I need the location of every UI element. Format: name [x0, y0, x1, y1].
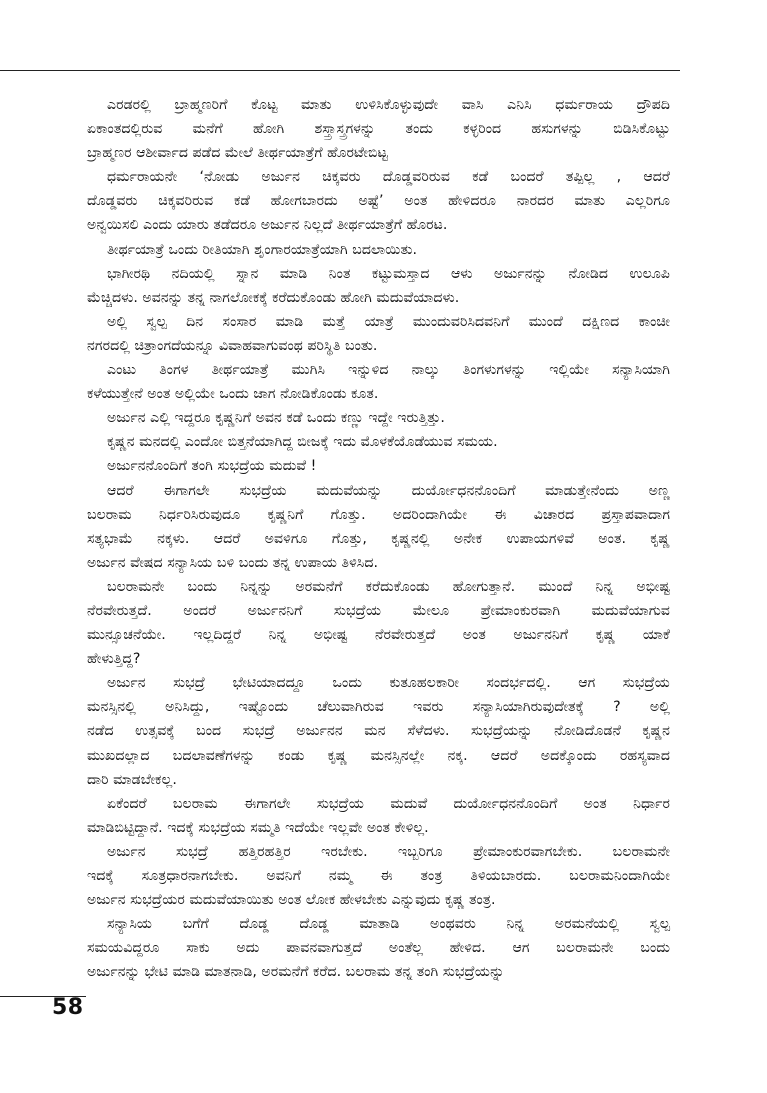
text-line: ಎಂಟು ತಿಂಗಳ ತೀರ್ಥಯಾತ್ರೆ ಮುಗಿಸಿ ಇನ್ನುಳಿದ ನಾಲ್ಕು ತಿಂಗಳುಗಳನ್ನು ಇಲ್ಲಿಯೇ ಸನ್ಯಾಸಿಯಾಗಿ	[107, 362, 670, 379]
text-line: ಏಕಾಂತದಲ್ಲಿರುವ ಮನೆಗೆ ಹೋಗಿ ಶಸ್ತ್ರಾಸ್ತ್ರಗಳನ್ನು ತಂದು ಕಳ್ಳರಿಂದ ಹಸುಗಳನ್ನು ಬಿಡಿಸಿಕೊಟ್ಟು	[87, 121, 670, 138]
paragraph	[87, 310, 670, 358]
text-line: ನೆರವೇರುತ್ತದೆ. ಅಂದರೆ ಅರ್ಜುನನಿಗೆ ಸುಭದ್ರೆಯ ಮೇಲೂ ಪ್ರೇಮಾಂಕುರವಾಗಿ ಮದುವೆಯಾಗುವ	[87, 602, 670, 619]
page-number: 58	[52, 995, 84, 1020]
paragraph	[87, 840, 670, 912]
paragraph	[87, 912, 670, 984]
text-line: ತೀರ್ಥಯಾತ್ರೆ ಒಂದು ರೀತಿಯಾಗಿ ಶೃಂಗಾರಯಾತ್ರೆಯಾಗಿ ಬದಲಾಯಿತು.	[107, 241, 418, 258]
paragraph	[87, 671, 670, 791]
paragraph	[87, 575, 670, 671]
text-line: ಭಾಗೀರಥಿ ನದಿಯಲ್ಲಿ ಸ್ನಾನ ಮಾಡಿ ನಿಂತ ಕಟ್ಟುಮಸ್ತಾದ ಆಳು ಅರ್ಜುನನ್ನು ನೋಡಿದ ಉಲೂಪಿ	[107, 265, 670, 282]
body-text	[87, 93, 670, 984]
paragraph	[87, 430, 670, 454]
text-line: ಎರಡರಲ್ಲಿ ಬ್ರಾಹ್ಮಣರಿಗೆ ಕೊಟ್ಟ ಮಾತು ಉಳಿಸಿಕೊಳ್ಳುವುದೇ ವಾಸಿ ಎನಿಸಿ ಧರ್ಮರಾಯ ದ್ರೌಪದಿ	[107, 97, 670, 113]
paragraph	[87, 406, 670, 430]
paragraph	[87, 358, 670, 406]
text-line: ಮಾಡಿಬಿಟ್ಟಿದ್ದಾನೆ. ಇದಕ್ಕೆ ಸುಭದ್ರೆಯ ಸಮ್ಮತಿ ಇದೆಯೇ ಇಲ್ಲವೇ ಅಂತ ಕೇಳಿಲ್ಲ.	[87, 819, 429, 836]
text-line: ಅನ್ವಯಿಸಲಿ ಎಂದು ಯಾರು ತಡೆದರೂ ಅರ್ಜುನ ನಿಲ್ಲದೆ ತೀರ್ಥಯಾತ್ರೆಗೆ ಹೊರಟ.	[87, 217, 448, 234]
text-line: ಅರ್ಜುನನ್ನು ಭೇಟಿ ಮಾಡಿ ಮಾತನಾಡಿ, ಅರಮನೆಗೆ ಕರೆದ. ಬಲರಾಮ ತನ್ನ ತಂಗಿ ಸುಭದ್ರೆಯನ್ನು	[87, 964, 505, 981]
text-line: ಮುಖದಲ್ಲಾದ ಬದಲಾವಣೆಗಳನ್ನು ಕಂಡು ಕೃಷ್ಣ ಮನಸ್ಸಿನಲ್ಲೇ ನಕ್ಕ. ಆದರೆ ಅದಕ್ಕೊಂದು ರಹಸ್ಯವಾದ	[87, 747, 670, 764]
text-line: ಮನಸ್ಸಿನಲ್ಲಿ ಅನಿಸಿದ್ದು, ಇಷ್ಟೊಂದು ಚೆಲುವಾಗಿರುವ ಇವರು ಸನ್ಯಾಸಿಯಾಗಿರುವುದೇತಕ್ಕೆ ? ಅಲ್ಲಿ	[87, 699, 670, 716]
text-line: ಇದಕ್ಕೆ ಸೂತ್ರಧಾರನಾಗಬೇಕು. ಅವನಿಗೆ ನಮ್ಮ ಈ ತಂತ್ರ ತಿಳಿಯಬಾರದು. ಬಲರಾಮನಿಂದಾಗಿಯೇ	[87, 868, 670, 884]
text-line: ದೊಡ್ಡವರು ಚಿಕ್ಕವರಿರುವ ಕಡೆ ಹೋಗಬಾರದು ಅಷ್ಟೆ’ ಅಂತ ಹೇಳಿದರೂ ನಾರದರ ಮಾತು ಎಲ್ಲರಿಗೂ	[87, 193, 670, 210]
text-line: ಅರ್ಜುನ ವೇಷದ ಸನ್ಯಾಸಿಯ ಬಳಿ ಬಂದು ತನ್ನ ಉಪಾಯ ತಿಳಿಸಿದ.	[87, 554, 379, 571]
header-rule	[0, 70, 680, 71]
paragraph	[87, 93, 670, 165]
text-line: ಸನ್ಯಾಸಿಯ ಬಗೆಗೆ ದೊಡ್ಡ ದೊಡ್ಡ ಮಾತಾಡಿ ಅಂಥವರು ನಿನ್ನ ಅರಮನೆಯಲ್ಲಿ ಸ್ವಲ್ಪ	[107, 916, 670, 933]
text-line: ಕೃಷ್ಣನ ಮನದಲ್ಲಿ ಎಂದೋ ಬಿತ್ತನೆಯಾಗಿದ್ದ ಬೀಜಕ್ಕೆ ಇದು ಮೊಳಕೆಯೊಡೆಯುವ ಸಮಯ.	[107, 434, 498, 451]
text-line: ಆದರೆ ಈಗಾಗಲೇ ಸುಭದ್ರೆಯ ಮದುವೆಯನ್ನು ದುರ್ಯೋಧನನೊಂದಿಗೆ ಮಾಡುತ್ತೇನೆಂದು ಅಣ್ಣ	[107, 482, 670, 499]
paragraph	[87, 479, 670, 575]
text-line: ಅರ್ಜುನ ಎಲ್ಲಿ ಇದ್ದರೂ ಕೃಷ್ಣನಿಗೆ ಅವನ ಕಡೆ ಒಂದು ಕಣ್ಣು ಇದ್ದೇ ಇರುತ್ತಿತ್ತು.	[107, 410, 445, 427]
text-line: ನಡೆದ ಉತ್ಸವಕ್ಕೆ ಬಂದ ಸುಭದ್ರೆ ಅರ್ಜುನನ ಮನ ಸೆಳೆದಳು. ಸುಭದ್ರೆಯನ್ನು ನೋಡಿದೊಡನೆ ಕೃಷ್ಣನ	[87, 723, 670, 740]
paragraph	[87, 262, 670, 310]
paragraph	[87, 792, 670, 840]
text-line: ಅರ್ಜುನನೊಂದಿಗೆ ತಂಗಿ ಸುಭದ್ರೆಯ ಮದುವೆ !	[107, 458, 317, 475]
text-line: ಏಕೆಂದರೆ ಬಲರಾಮ ಈಗಾಗಲೇ ಸುಭದ್ರೆಯ ಮದುವೆ ದುರ್ಯೋಧನನೊಂದಿಗೆ ಅಂತ ನಿರ್ಧಾರ	[107, 795, 670, 812]
text-line: ಮೆಚ್ಚಿದಳು. ಅವನನ್ನು ತನ್ನ ನಾಗಲೋಕಕ್ಕೆ ಕರೆದುಕೊಂಡು ಹೋಗಿ ಮದುವೆಯಾದಳು.	[87, 289, 460, 306]
paragraph	[87, 454, 670, 478]
text-line: ಬಲರಾಮನೇ ಬಂದು ನಿನ್ನನ್ನು ಅರಮನೆಗೆ ಕರೆದುಕೊಂಡು ಹೋಗುತ್ತಾನೆ. ಮುಂದೆ ನಿನ್ನ ಅಭೀಷ್ಟ	[107, 578, 670, 595]
text-line: ಅರ್ಜುನ ಸುಭದ್ರೆಯರ ಮದುವೆಯಾಯಿತು ಅಂತ ಲೋಕ ಹೇಳಬೇಕು ಎನ್ನುವುದು ಕೃಷ್ಣ ತಂತ್ರ.	[87, 892, 496, 909]
paragraph	[87, 165, 670, 237]
text-line: ಕಳೆಯುತ್ತೇನೆ ಅಂತ ಅಲ್ಲಿಯೇ ಒಂದು ಜಾಗ ನೋಡಿಕೊಂಡು ಕೂತ.	[87, 386, 379, 403]
text-line: ಬಲರಾಮ ನಿರ್ಧರಿಸಿರುವುದೂ ಕೃಷ್ಣನಿಗೆ ಗೊತ್ತು. ಅದರಿಂದಾಗಿಯೇ ಈ ವಿಚಾರದ ಪ್ರಸ್ತಾಪವಾದಾಗ	[87, 506, 670, 523]
text-line: ಧರ್ಮರಾಯನೇ ‘ನೋಡು ಅರ್ಜುನ ಚಿಕ್ಕವರು ದೊಡ್ಡವರಿರುವ ಕಡೆ ಬಂದರೆ ತಪ್ಪಿಲ್ಲ , ಆದರೆ	[107, 169, 670, 186]
text-line: ಬ್ರಾಹ್ಮಣರ ಆಶೀರ್ವಾದ ಪಡೆದ ಮೇಲೆ ತೀರ್ಥಯಾತ್ರೆಗೆ ಹೊರಟೇಬಿಟ್ಟ	[87, 145, 388, 162]
text-line: ಮುನ್ಸೂಚನೆಯೇ. ಇಲ್ಲದಿದ್ದರೆ ನಿನ್ನ ಅಭೀಷ್ಟ ನೆರವೇರುತ್ತದೆ ಅಂತ ಅರ್ಜುನನಿಗೆ ಕೃಷ್ಣ ಯಾಕೆ	[87, 627, 670, 644]
text-line: ಹೇಳುತ್ತಿದ್ದ?	[87, 651, 141, 668]
text-line: ಅರ್ಜುನ ಸುಭದ್ರೆ ಹತ್ತಿರಹತ್ತಿರ ಇರಬೇಕು. ಇಬ್ಬರಿಗೂ ಪ್ರೇಮಾಂಕುರವಾಗಬೇಕು. ಬಲರಾಮನೇ	[107, 843, 670, 860]
text-line: ನಗರದಲ್ಲಿ ಚಿತ್ರಾಂಗದೆಯನ್ನೂ ವಿವಾಹವಾಗುವಂಥ ಪರಿಸ್ಥಿತಿ ಬಂತು.	[87, 337, 378, 354]
text-line: ಸಮಯವಿದ್ದರೂ ಸಾಕು ಅದು ಪಾವನವಾಗುತ್ತದೆ ಅಂತೆಲ್ಲ ಹೇಳಿದ. ಆಗ ಬಲರಾಮನೇ ಬಂದು	[87, 940, 670, 957]
text-line: ಅಲ್ಲಿ ಸ್ವಲ್ಪ ದಿನ ಸಂಸಾರ ಮಾಡಿ ಮತ್ತೆ ಯಾತ್ರೆ ಮುಂದುವರಿಸಿದವನಿಗೆ ಮುಂದೆ ದಕ್ಷಿಣದ ಕಾಂಚೀ	[107, 313, 670, 330]
text-line: ಸತ್ಯಭಾಮೆ ನಕ್ಕಳು. ಆದರೆ ಅವಳಿಗೂ ಗೊತ್ತು, ಕೃಷ್ಣನಲ್ಲಿ ಅನೇಕ ಉಪಾಯಗಳಿವೆ ಅಂತ. ಕೃಷ್ಣ	[87, 530, 670, 547]
paragraph	[87, 238, 670, 262]
text-line: ಅರ್ಜುನ ಸುಭದ್ರೆ ಭೇಟಿಯಾದದ್ದೂ ಒಂದು ಕುತೂಹಲಕಾರೀ ಸಂದರ್ಭದಲ್ಲಿ. ಆಗ ಸುಭದ್ರೆಯ	[107, 675, 670, 692]
text-line: ದಾರಿ ಮಾಡಬೇಕಲ್ಲ.	[87, 771, 177, 788]
